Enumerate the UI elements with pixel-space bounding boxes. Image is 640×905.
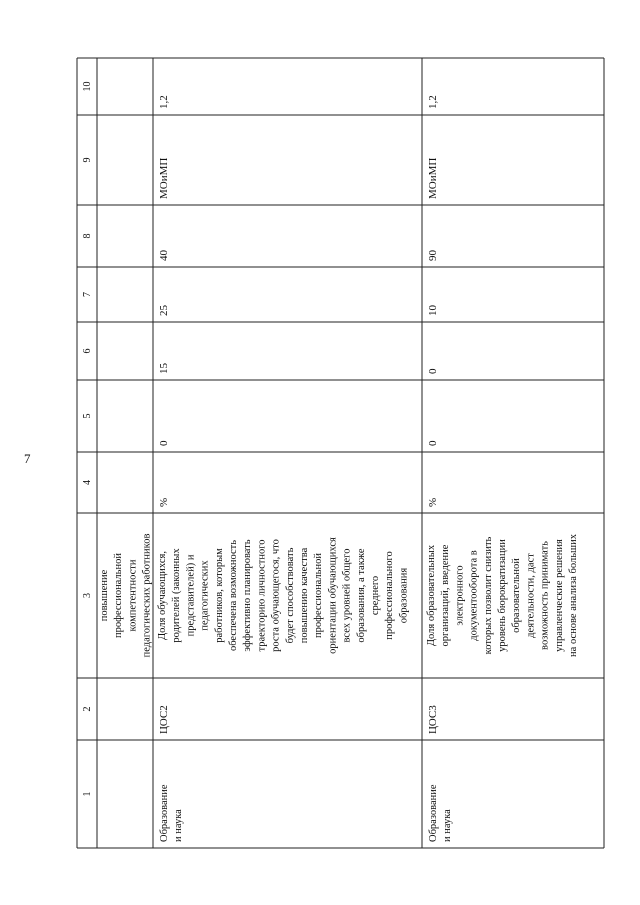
row2-description-line: электронного (454, 565, 466, 626)
row2-description-line: управленческие решения (553, 539, 565, 652)
header-col-9: 9 (82, 157, 93, 163)
row2-description-line: Доля образовательных (426, 544, 437, 647)
row2-description-line: на основе анализа больших (568, 534, 579, 657)
row1-description-line: Доля обучающихся, (157, 551, 168, 640)
row1-c9: МОиМП (158, 157, 170, 199)
row1-description-line: образования (398, 567, 410, 624)
row2-c6: 0 (427, 368, 439, 374)
row1-c4: % (158, 497, 170, 507)
header-col-4: 4 (82, 480, 93, 485)
row1-description-line: среднего (370, 575, 381, 616)
continuation-line: педагогических работников (141, 533, 153, 658)
header-col-2: 2 (82, 706, 93, 712)
row2-sector: и наука (442, 809, 453, 842)
row1-c5: 0 (158, 440, 170, 446)
row2-description-line: возможность принимать (539, 541, 551, 650)
row1-code: ЦОС2 (158, 705, 170, 734)
row2-c5: 0 (427, 440, 439, 446)
row2-sector: Образование (428, 784, 439, 842)
continuation-line: повышение (99, 569, 110, 622)
row2-description-line: образовательной (511, 558, 523, 633)
header-col-7: 7 (82, 292, 93, 297)
row2-c8: 90 (427, 250, 439, 261)
row1-description-line: траекторию личностного (256, 539, 268, 652)
row1-description-line: работников, которым (213, 548, 225, 643)
continuation-line: компетентности (127, 559, 139, 632)
row2-description-line: организаций, введение (440, 544, 452, 647)
row1-description-line: представителей) и (185, 554, 197, 637)
continuation-line: профессиональной (113, 553, 125, 638)
row2-description-line: документооборота в (468, 550, 480, 641)
header-col-6: 6 (82, 348, 93, 354)
row1-sector: и наука (173, 809, 184, 842)
row1-description-line: родителей (законных (171, 548, 183, 643)
row2-c10: 1,2 (427, 95, 439, 109)
row1-description-line: повышению качества (299, 547, 310, 644)
row1-description-line: профессионального (384, 551, 396, 640)
row2-c4: % (427, 497, 439, 507)
row1-description-line: педагогических (199, 560, 211, 631)
row1-c8: 40 (158, 250, 170, 261)
header-col-3: 3 (82, 593, 93, 598)
row1-c10: 1,2 (158, 95, 170, 109)
row2-c9: МОиМП (427, 157, 439, 199)
page-number: 7 (24, 451, 31, 466)
row2-description-line: которых позволит снизить (482, 536, 494, 655)
header-col-1: 1 (82, 791, 93, 797)
header-col-5: 5 (82, 413, 93, 419)
row1-description-line: ориентации обучающихся (327, 537, 339, 654)
row2-description-line: уровень бюрократизации (497, 539, 508, 652)
row1-sector: Образование (159, 784, 170, 842)
row2-code: ЦОС3 (427, 705, 439, 734)
row1-description-line: обеспечена возможность (228, 539, 239, 652)
row1-c7: 25 (158, 305, 170, 316)
row1-description-line: образования, а также (355, 548, 367, 643)
row2-description-line: деятельности, даст (525, 553, 537, 638)
row1-description-line: эффективно планировать (242, 539, 254, 652)
row1-description-line: всех уровней общего (341, 548, 353, 643)
header-col-8: 8 (82, 233, 93, 239)
row2-c7: 10 (427, 305, 439, 316)
header-col-10: 10 (82, 81, 93, 92)
row1-description-line: профессиональной (313, 553, 325, 638)
row1-description-line: роста обучающегося, что (270, 539, 282, 652)
row1-c6: 15 (158, 363, 170, 374)
row1-description-line: будет способствовать (284, 547, 296, 644)
